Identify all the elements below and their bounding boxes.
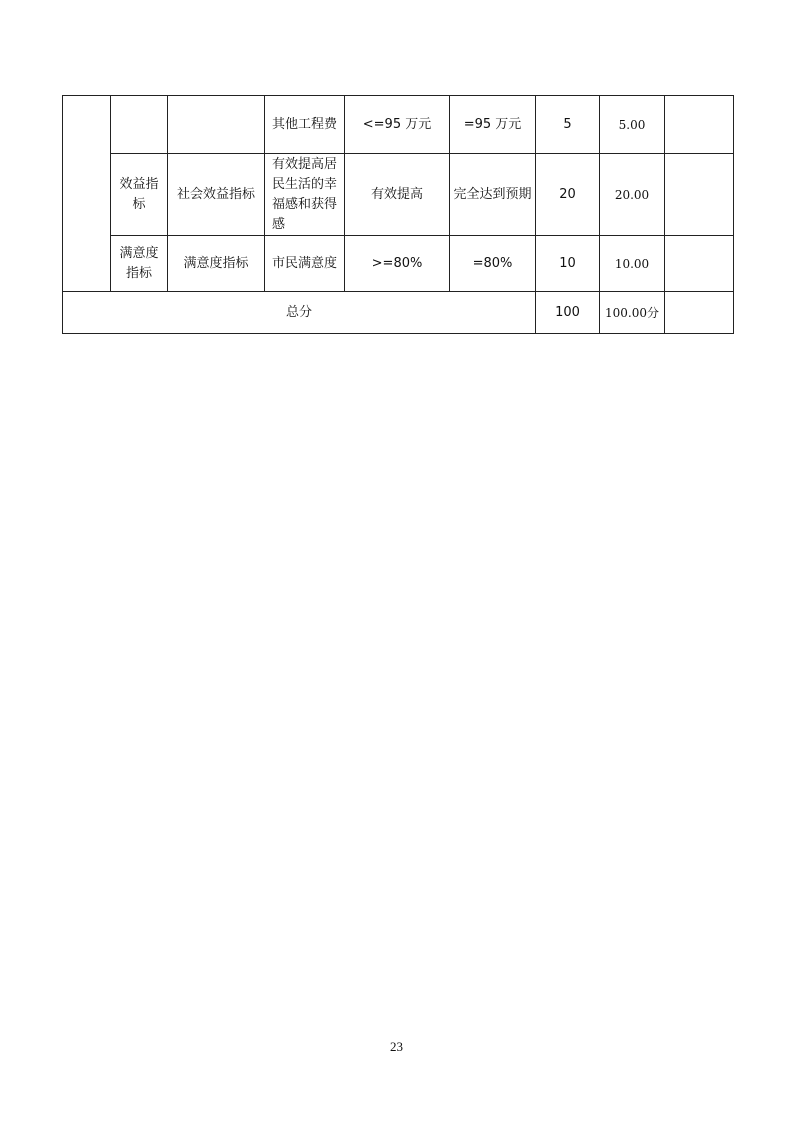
score-cell: 20.00 — [600, 154, 665, 236]
page-number: 23 — [390, 1039, 403, 1054]
level1-cell — [63, 96, 111, 292]
performance-table — [62, 95, 734, 334]
score-cell: 10.00 — [600, 236, 665, 292]
table-row — [63, 96, 734, 154]
level2-cell: 效益指标 — [111, 154, 168, 236]
table-row — [63, 236, 734, 292]
total-row — [63, 292, 734, 334]
indicator-cell: 市民满意度 — [265, 236, 345, 292]
total-note — [665, 292, 734, 334]
target-cell: <=95 万元 — [345, 96, 450, 154]
score-cell: 5.00 — [600, 96, 665, 154]
weight-cell: 5 — [536, 96, 600, 154]
weight-cell: 10 — [536, 236, 600, 292]
level2-cell — [111, 96, 168, 154]
target-cell: >=80% — [345, 236, 450, 292]
note-cell — [665, 96, 734, 154]
total-label: 总分 — [63, 292, 536, 334]
note-cell — [665, 236, 734, 292]
level2-cell: 满意度指标 — [111, 236, 168, 292]
actual-cell: 完全达到预期 — [450, 154, 536, 236]
target-cell: 有效提高 — [345, 154, 450, 236]
actual-cell: =95 万元 — [450, 96, 536, 154]
table-row — [63, 154, 734, 236]
level3-cell: 满意度指标 — [168, 236, 265, 292]
weight-cell: 20 — [536, 154, 600, 236]
note-cell — [665, 154, 734, 236]
total-score: 100.00分 — [600, 292, 665, 334]
actual-cell: =80% — [450, 236, 536, 292]
level3-cell — [168, 96, 265, 154]
level3-cell: 社会效益指标 — [168, 154, 265, 236]
indicator-cell: 其他工程费 — [265, 96, 345, 154]
indicator-cell: 有效提高居民生活的幸福感和获得感 — [265, 154, 345, 236]
total-weight: 100 — [536, 292, 600, 334]
